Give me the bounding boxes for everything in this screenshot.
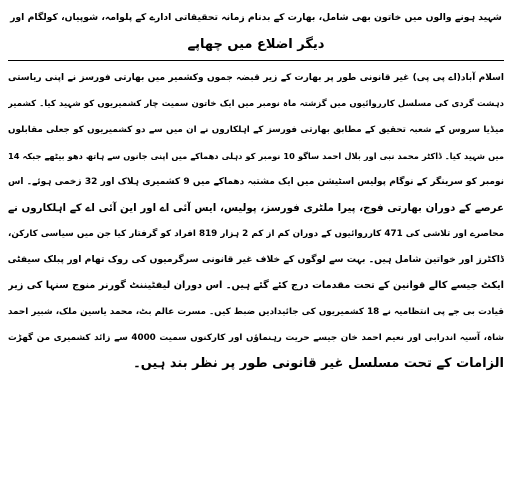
article-body <box>8 65 504 377</box>
headline-divider <box>8 60 504 61</box>
body-line: قیادت بی جے پی انتظامیہ نے 18 کشمیریوں کی جائیدادیں ضبط کیں۔ مسرت عالم بٹ، محمد یاسین ملک، شبیر احمد <box>8 307 504 317</box>
body-line: شاہ، آسیہ اندرابی اور نعیم احمد خان جیسے حریت رہنماؤں اور کارکنوں سمیت 4000 سے زائد کشمیری من گھڑت <box>8 333 504 343</box>
body-line: ایکٹ جیسے کالے قوانین کے تحت مقدمات درج کئے گئے ہیں۔ اس دوران لیفٹیننٹ گورنر منوج سنہا کی زیر <box>8 280 504 291</box>
body-line: عرصے کے دوران بھارتی فوج، پیرا ملٹری فورسز، پولیس، ایس آئی اے اور این آئی اے کے اہلکاروں نے <box>8 202 504 214</box>
body-line: اسلام آباد(اے پی پی) غیر قانونی طور پر بھارت کے زیر قبضہ جموں وکشمیر میں بھارتی فورسز نے اپنی ریاستی <box>8 73 504 83</box>
body-line: ڈاکٹرز اور خواتین شامل ہیں۔ بہت سے لوگوں کے خلاف غیر قانونی سرگرمیوں کی روک تھام اور پبلک سیفٹی <box>8 254 504 265</box>
body-line: دہشت گردی کی مسلسل کارروائیوں میں گزشتہ ماہ نومبر میں ایک خاتون سمیت چار کشمیریوں کو شہید کیا۔ کشمیر <box>8 99 504 109</box>
body-line-last: الزامات کے تحت مسلسل غیر قانونی طور پر نظر بند ہیں۔ <box>133 356 504 371</box>
headline-line-1: شہید ہونے والوں میں خاتون بھی شامل، بھارت کے بدنام زمانہ تحقیقاتی ادارے کے پلوامہ، شوپیاں، کولگام اور <box>10 12 502 23</box>
body-line: میں شہید کیا۔ ڈاکٹر محمد نبی اور بلال احمد ساگو 10 نومبر کو دہلی دھماکے میں اپنی جانوں سے ہاتھ دھو بیٹھے جبکہ 14 <box>8 151 504 161</box>
body-line: میڈیا سروس کے شعبہ تحقیق کے مطابق بھارتی فورسز کے اہلکاروں نے ان میں سے دو کشمیریوں کو جعلی مقابلوں <box>8 125 504 135</box>
body-line: نومبر کو سرینگر کے نوگام پولیس اسٹیشن میں ایک مشتبہ دھماکے میں 9 کشمیری ہلاک اور 32 زخمی ہوئے۔ اس <box>8 177 504 187</box>
headline-line-2: دیگر اضلاع میں چھاپے <box>187 37 325 52</box>
body-line: محاصرے اور تلاشی کی 471 کارروائیوں کے دوران کم از کم 2 ہزار 819 افراد کو گرفتار کیا جن میں سیاسی کارکن، <box>8 229 504 239</box>
